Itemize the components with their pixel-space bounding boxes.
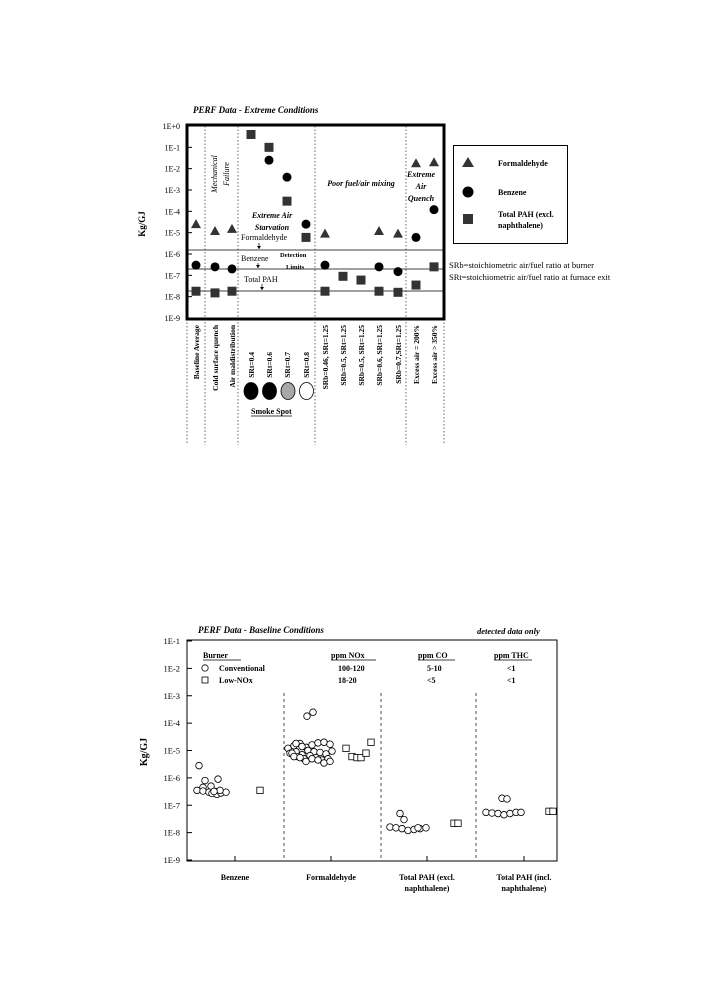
chart2-plot-frame (187, 640, 557, 861)
c1-xtick-label: SRb=0.46, SRt=1.25 (321, 325, 330, 390)
c1-ytick-label: 1E-6 (164, 250, 180, 259)
c1-xtick-label: Excess air = 200% (412, 325, 421, 384)
conventional-point (196, 762, 203, 769)
conventional-point (194, 787, 201, 794)
c2-xtick-label: Total PAH (incl. (496, 873, 552, 882)
c1-xtick-label: SRt=0.8 (302, 352, 311, 378)
conventional-point (315, 740, 322, 747)
c1-ytick-label: 1E-2 (164, 164, 180, 174)
c2-ytick-label: 1E-5 (163, 745, 180, 756)
group-poor-mixing: Poor fuel/air mixing (327, 179, 395, 188)
c2-xtick-label: naphthalene) (501, 884, 547, 893)
chart1-ylabel: Kg/GJ (137, 211, 147, 237)
c1-ytick-label: 1E-7 (164, 271, 180, 281)
c1-xtick-label: Cold surface quench (211, 325, 220, 391)
conventional-point (217, 787, 224, 794)
c2-xtick-label: naphthalene) (404, 884, 450, 893)
low-nox-point (368, 739, 374, 745)
c2-table-header: Burner (203, 651, 228, 660)
conventional-point (489, 810, 496, 817)
conventional-point (291, 753, 298, 760)
c1-xtick-label: Baseline Average (192, 325, 201, 380)
c1-xtick-label: Air maldistribution (228, 325, 237, 388)
chart2-title: PERF Data - Baseline Conditions (198, 625, 324, 635)
group-mechanical-1: Mechanical (210, 155, 219, 193)
c1-xtick-label: SRt=0.7 (283, 352, 292, 378)
c2-table-marker-circle (202, 665, 208, 671)
c2-table-marker-square (202, 677, 208, 683)
c2-table-co: 5-10 (427, 664, 442, 673)
c1-ytick-label: 1E-4 (164, 207, 180, 217)
c1-ytick-label: 1E+0 (162, 122, 180, 131)
conventional-point (504, 796, 511, 803)
conventional-point (415, 825, 422, 832)
detection-label-2: Limits (286, 264, 305, 271)
c1-xtick-label: SRb=0.7,SRt=1.25 (394, 325, 403, 384)
c2-table-co: <5 (427, 676, 436, 685)
conventional-point (327, 741, 334, 748)
c2-ytick-label: 1E-6 (163, 772, 180, 783)
c2-ytick-label: 1E-9 (163, 855, 180, 865)
group-quench-3: Quench (407, 194, 435, 203)
dl-label-benzene: Benzene (241, 254, 269, 263)
c1-ytick-label: 1E-5 (164, 228, 180, 238)
c1-xtick-label: SRt=0.4 (247, 352, 256, 378)
group-quench-2: Air (415, 182, 427, 191)
note-srb: SRb=stoichiometric air/fuel ratio at burner (449, 260, 595, 270)
dl-label-pah: Total PAH (244, 275, 278, 284)
c2-table-header: ppm THC (494, 651, 529, 660)
conventional-point (215, 776, 222, 783)
conventional-point (405, 827, 412, 834)
low-nox-point (343, 745, 349, 751)
chart2-subtitle: detected data only (477, 626, 540, 636)
conventional-point (202, 777, 209, 784)
conventional-point (297, 754, 304, 761)
legend-pah-label-1: Total PAH (excl. (498, 210, 554, 219)
low-nox-point (257, 787, 263, 793)
conventional-point (518, 809, 525, 816)
c2-table-nox: 100-120 (338, 664, 365, 673)
low-nox-point (455, 820, 461, 826)
conventional-point (310, 709, 317, 716)
c2-table-burner: Conventional (219, 664, 265, 673)
group-mechanical-2: Failure (222, 162, 231, 186)
legend-benzene-label: Benzene (498, 188, 527, 197)
c2-xtick-label: Benzene (220, 873, 250, 882)
conventional-point (397, 810, 404, 817)
conventional-point (507, 810, 514, 817)
conventional-point (321, 760, 328, 767)
group-starvation-1: Extreme Air (251, 211, 293, 220)
conventional-point (211, 788, 218, 795)
c2-table-nox: 18-20 (338, 676, 357, 685)
conventional-point (315, 757, 322, 764)
conventional-point (399, 825, 406, 832)
c1-xtick-label: SRt=0.6 (265, 352, 274, 378)
c1-ytick-label: 1E-9 (164, 314, 180, 323)
conventional-point (393, 825, 400, 832)
c1-ytick-label: 1E-3 (164, 186, 180, 195)
conventional-point (501, 811, 508, 818)
conventional-point (293, 740, 300, 747)
chart2-ylabel: Kg/GJ (139, 737, 150, 767)
c1-xtick-label: SRb=0.5, SRt=1.25 (357, 325, 366, 386)
c2-ytick-label: 1E-2 (163, 663, 180, 674)
c1-xtick-label: Excess air > 350% (430, 325, 439, 384)
conventional-point (200, 788, 207, 795)
conventional-point (495, 810, 502, 817)
c1-xtick-label: SRb=0.6, SRt=1.25 (375, 325, 384, 386)
c1-ytick-label: 1E-8 (164, 292, 180, 302)
low-nox-point (550, 808, 556, 814)
conventional-point (303, 758, 310, 765)
conventional-point (329, 748, 336, 755)
conventional-point (299, 743, 306, 750)
conventional-point (223, 789, 230, 796)
c2-xtick-label: Formaldehyde (306, 873, 356, 882)
low-nox-point (363, 750, 369, 756)
c2-table-burner: Low-NOx (219, 676, 253, 685)
c2-ytick-label: 1E-3 (163, 690, 180, 701)
detection-label-1: Detection (280, 252, 307, 259)
smoke-spot-label: Smoke Spot (251, 407, 292, 416)
c2-table-header: ppm NOx (331, 651, 365, 660)
conventional-point (327, 758, 334, 765)
conventional-point (483, 809, 490, 816)
c2-table-header: ppm CO (418, 651, 448, 660)
legend-pah-label-2: naphthalene) (498, 221, 543, 230)
chart1-title: PERF Data - Extreme Conditions (193, 105, 319, 115)
c2-ytick-label: 1E-8 (163, 827, 180, 838)
c2-ytick-label: 1E-7 (163, 800, 180, 811)
c1-xtick-label: SRb=0.5, SRt=1.25 (339, 325, 348, 386)
legend-formaldehyde-label: Formaldehyde (498, 159, 548, 168)
c2-table-thc: <1 (507, 664, 516, 673)
conventional-point (423, 825, 430, 832)
group-starvation-2: Starvation (254, 223, 290, 232)
c2-xtick-label: Total PAH (excl. (399, 873, 455, 882)
conventional-point (387, 824, 394, 831)
note-srt: SRt=stoichiometric air/fuel ratio at furnace exit (449, 272, 611, 282)
conventional-point (401, 816, 408, 823)
dl-label-formaldehyde: Formaldehyde (241, 233, 288, 242)
conventional-point (304, 713, 311, 720)
c2-ytick-label: 1E-1 (163, 636, 180, 646)
c2-ytick-label: 1E-4 (163, 718, 180, 729)
conventional-point (321, 739, 328, 746)
c1-ytick-label: 1E-1 (164, 143, 180, 153)
c2-table-thc: <1 (507, 676, 516, 685)
group-quench-1: Extreme (407, 170, 435, 179)
conventional-point (309, 755, 316, 762)
